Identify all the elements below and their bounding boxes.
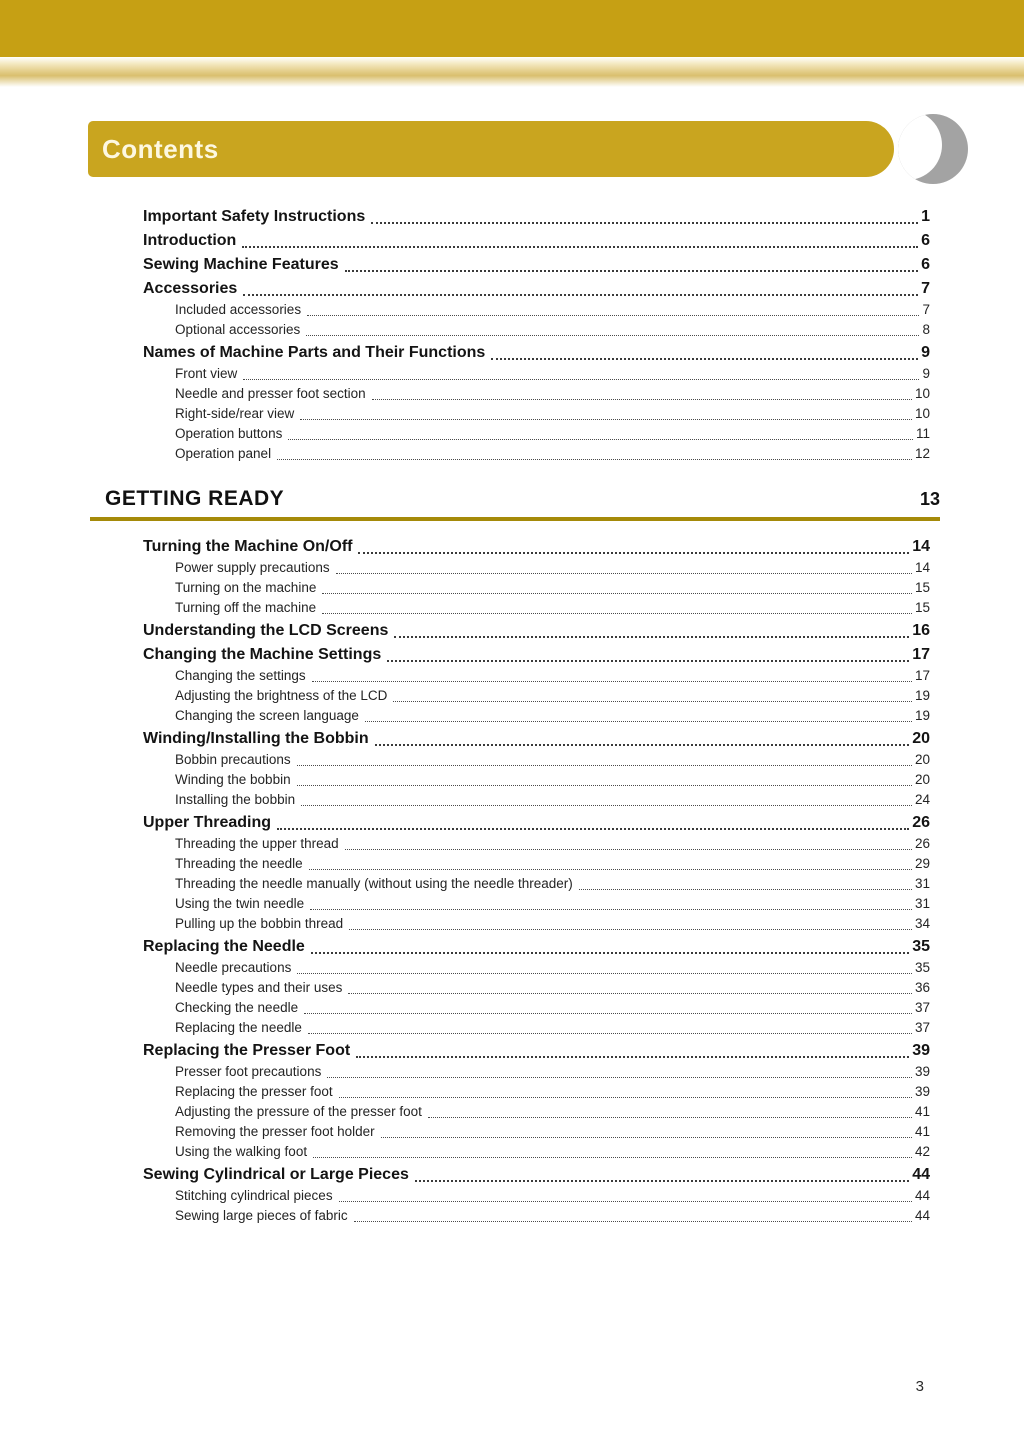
toc-entry-page: 14 [912, 538, 930, 555]
toc-leader-dots [339, 1201, 912, 1202]
toc-entry-label: Turning off the machine [175, 600, 317, 615]
toc-entry-label: Turning the Machine On/Off [143, 538, 353, 555]
toc-entry-page: 31 [914, 896, 930, 911]
toc-entry-label: Sewing Machine Features [143, 256, 339, 273]
toc-entry-page: 8 [922, 322, 930, 337]
toc-entry-page: 7 [921, 280, 930, 297]
toc-entry-page: 37 [914, 1000, 930, 1015]
toc-entry-page: 44 [912, 1166, 930, 1183]
toc-leader-dots [394, 636, 909, 638]
toc-leader-dots [365, 721, 912, 722]
toc-entry [143, 557, 930, 577]
toc-entry-page: 29 [914, 856, 930, 871]
toc-entry-page: 39 [912, 1042, 930, 1059]
toc-entry [143, 641, 930, 665]
toc-entry [143, 1141, 930, 1161]
section-header [105, 487, 940, 511]
toc-entry-label: Power supply precautions [175, 560, 330, 575]
toc-entry [143, 617, 930, 641]
contents-header [88, 121, 968, 177]
toc-leader-dots [300, 419, 912, 420]
toc-leader-dots [277, 459, 912, 460]
toc-entry-label: Presser foot precautions [175, 1064, 322, 1079]
toc-entry-page: 20 [914, 752, 930, 767]
toc-entry [143, 1017, 930, 1037]
toc-entry-label: Using the twin needle [175, 896, 305, 911]
toc-entry-page: 6 [921, 256, 930, 273]
toc-leader-dots [304, 1013, 912, 1014]
toc-entry-page: 12 [914, 446, 930, 461]
toc-leader-dots [243, 294, 918, 296]
toc-leader-dots [428, 1117, 912, 1118]
toc-entry-page: 7 [922, 302, 930, 317]
toc-leader-dots [354, 1221, 912, 1222]
toc-entry [143, 749, 930, 769]
toc-entry-label: Adjusting the pressure of the presser foot [175, 1104, 422, 1119]
toc-entry-label: Changing the settings [175, 668, 306, 683]
toc-entry [143, 1205, 930, 1225]
toc-entry-label: Introduction [143, 232, 237, 249]
toc-leader-dots [312, 681, 912, 682]
toc-entry-label: Adjusting the brightness of the LCD [175, 688, 388, 703]
toc-entry [143, 339, 930, 363]
toc-entry-page: 17 [912, 646, 930, 663]
toc-entry-label: Replacing the presser foot [175, 1084, 333, 1099]
toc-entry [143, 977, 930, 997]
toc-leader-dots [579, 889, 912, 890]
toc-entry-page: 20 [912, 730, 930, 747]
crescent-moon-decoration [898, 114, 968, 184]
toc-entry [143, 319, 930, 339]
toc-entry-page: 41 [914, 1104, 930, 1119]
toc-entry-label: Replacing the needle [175, 1020, 302, 1035]
contents-banner [88, 121, 894, 177]
toc-entry-label: Turning on the machine [175, 580, 317, 595]
toc-entry-label: Bobbin precautions [175, 752, 291, 767]
toc-leader-dots [415, 1180, 909, 1182]
toc-entry-label: Included accessories [175, 302, 302, 317]
toc-leader-dots [311, 952, 909, 954]
toc-entry-page: 15 [914, 580, 930, 595]
toc-leader-dots [242, 246, 918, 248]
toc-entry [143, 957, 930, 977]
toc-entry-label: Operation panel [175, 446, 272, 461]
toc-entry [143, 383, 930, 403]
toc-leader-dots [310, 909, 912, 910]
top-gold-bar [0, 0, 1024, 57]
toc-entry-label: Replacing the Presser Foot [143, 1042, 351, 1059]
toc-entry-label: Sewing large pieces of fabric [175, 1208, 348, 1223]
toc-entry-page: 6 [921, 232, 930, 249]
toc-leader-dots [306, 335, 919, 336]
toc-entry-page: 10 [914, 386, 930, 401]
toc-entry-label: Winding/Installing the Bobbin [143, 730, 369, 747]
toc-entry-label: Accessories [143, 280, 238, 297]
toc-entry [143, 443, 930, 463]
toc-entry [143, 533, 930, 557]
toc-entry-page: 31 [914, 876, 930, 891]
section-page-number: 13 [919, 489, 940, 509]
toc-entry-page: 9 [921, 344, 930, 361]
toc-entry [143, 203, 930, 227]
toc-leader-dots [393, 701, 912, 702]
toc-main-section [143, 533, 930, 1225]
toc-entry-label: Sewing Cylindrical or Large Pieces [143, 1166, 409, 1183]
toc-entry-page: 36 [914, 980, 930, 995]
toc-entry-label: Changing the Machine Settings [143, 646, 382, 663]
toc-leader-dots [348, 993, 912, 994]
toc-leader-dots [297, 765, 912, 766]
toc-entry-label: Upper Threading [143, 814, 272, 831]
toc-entry-label: Needle types and their uses [175, 980, 343, 995]
toc-entry-page: 9 [922, 366, 930, 381]
toc-leader-dots [297, 973, 912, 974]
toc-entry [143, 597, 930, 617]
toc-entry-page: 11 [915, 426, 930, 441]
toc-entry [143, 789, 930, 809]
section-title: GETTING READY [105, 487, 285, 510]
toc-entry [143, 423, 930, 443]
toc-entry-label: Pulling up the bobbin thread [175, 916, 344, 931]
toc-entry-page: 41 [914, 1124, 930, 1139]
toc-entry [143, 251, 930, 275]
toc-entry-label: Stitching cylindrical pieces [175, 1188, 333, 1203]
toc-entry-label: Changing the screen language [175, 708, 359, 723]
toc-entry-label: Using the walking foot [175, 1144, 308, 1159]
toc-leader-dots [387, 660, 909, 662]
toc-entry [143, 893, 930, 913]
toc-entry [143, 275, 930, 299]
toc-entry [143, 1161, 930, 1185]
toc-entry-page: 39 [914, 1084, 930, 1099]
toc-entry-page: 15 [914, 600, 930, 615]
toc-leader-dots [491, 358, 918, 360]
toc-entry-label: Operation buttons [175, 426, 283, 441]
toc-entry [143, 227, 930, 251]
toc-entry [143, 685, 930, 705]
toc-leader-dots [288, 439, 913, 440]
toc-leader-dots [301, 805, 912, 806]
toc-entry [143, 913, 930, 933]
toc-entry [143, 725, 930, 749]
toc-entry-page: 34 [914, 916, 930, 931]
toc-leader-dots [358, 552, 909, 554]
toc-leader-dots [313, 1157, 912, 1158]
toc-entry-label: Replacing the Needle [143, 938, 305, 955]
toc-entry-label: Needle and presser foot section [175, 386, 366, 401]
toc-entry-page: 17 [914, 668, 930, 683]
toc-entry [143, 1101, 930, 1121]
toc-entry [143, 1185, 930, 1205]
toc-leader-dots [309, 869, 912, 870]
toc-entry-page: 1 [921, 208, 930, 225]
toc-entry-label: Installing the bobbin [175, 792, 296, 807]
toc-entry-page: 37 [914, 1020, 930, 1035]
toc-entry-page: 20 [914, 772, 930, 787]
toc-entry-page: 14 [914, 560, 930, 575]
toc-entry-page: 26 [914, 836, 930, 851]
toc-entry-label: Needle precautions [175, 960, 292, 975]
toc-leader-dots [297, 785, 912, 786]
toc-entry [143, 403, 930, 423]
toc-entry [143, 997, 930, 1017]
toc-entry-page: 44 [914, 1188, 930, 1203]
toc-entry [143, 1037, 930, 1061]
toc-entry-page: 19 [914, 708, 930, 723]
toc-entry-label: Threading the upper thread [175, 836, 339, 851]
toc-leader-dots [372, 399, 912, 400]
toc-entry-page: 44 [914, 1208, 930, 1223]
toc-leader-dots [277, 828, 909, 830]
toc-leader-dots [322, 613, 912, 614]
toc-front-section [143, 203, 930, 463]
toc-leader-dots [327, 1077, 912, 1078]
toc-entry [143, 873, 930, 893]
toc-entry-label: Optional accessories [175, 322, 301, 337]
toc-entry [143, 363, 930, 383]
toc-entry-label: Understanding the LCD Screens [143, 622, 389, 639]
toc-entry-label: Important Safety Instructions [143, 208, 366, 225]
toc-leader-dots [322, 593, 912, 594]
toc-entry [143, 933, 930, 957]
toc-leader-dots [349, 929, 912, 930]
decorative-gradient-stripe [0, 57, 1024, 87]
toc-leader-dots [339, 1097, 912, 1098]
section-divider-rule [90, 517, 940, 521]
toc-leader-dots [336, 573, 912, 574]
toc-entry-page: 26 [912, 814, 930, 831]
toc-leader-dots [307, 315, 919, 316]
page-title: Contents [102, 133, 219, 164]
toc-leader-dots [345, 849, 912, 850]
toc-leader-dots [345, 270, 918, 272]
toc-entry-page: 19 [914, 688, 930, 703]
toc-entry [143, 1121, 930, 1141]
toc-entry-label: Winding the bobbin [175, 772, 291, 787]
toc-leader-dots [243, 379, 919, 380]
toc-entry [143, 833, 930, 853]
toc-entry-label: Checking the needle [175, 1000, 299, 1015]
toc-entry-page: 42 [914, 1144, 930, 1159]
toc-leader-dots [375, 744, 910, 746]
toc-entry-page: 10 [914, 406, 930, 421]
toc-entry-page: 35 [912, 938, 930, 955]
toc-entry [143, 769, 930, 789]
toc-entry [143, 853, 930, 873]
page-number: 3 [915, 1378, 924, 1395]
toc-leader-dots [308, 1033, 912, 1034]
toc-leader-dots [356, 1056, 909, 1058]
toc-entry [143, 809, 930, 833]
toc-entry-page: 35 [914, 960, 930, 975]
toc-entry [143, 1061, 930, 1081]
toc-entry-label: Removing the presser foot holder [175, 1124, 375, 1139]
toc-entry-label: Names of Machine Parts and Their Functions [143, 344, 486, 361]
toc-entry [143, 705, 930, 725]
toc-entry-label: Right-side/rear view [175, 406, 295, 421]
toc-entry-label: Front view [175, 366, 238, 381]
toc-entry-label: Threading the needle [175, 856, 303, 871]
toc-entry-page: 39 [914, 1064, 930, 1079]
toc-leader-dots [371, 222, 918, 224]
toc-leader-dots [381, 1137, 912, 1138]
toc-entry-label: Threading the needle manually (without using the needle threader) [175, 876, 573, 891]
toc-entry-page: 16 [912, 622, 930, 639]
toc-entry [143, 577, 930, 597]
toc-entry [143, 665, 930, 685]
toc-entry-page: 24 [914, 792, 930, 807]
toc-entry [143, 1081, 930, 1101]
toc-entry [143, 299, 930, 319]
